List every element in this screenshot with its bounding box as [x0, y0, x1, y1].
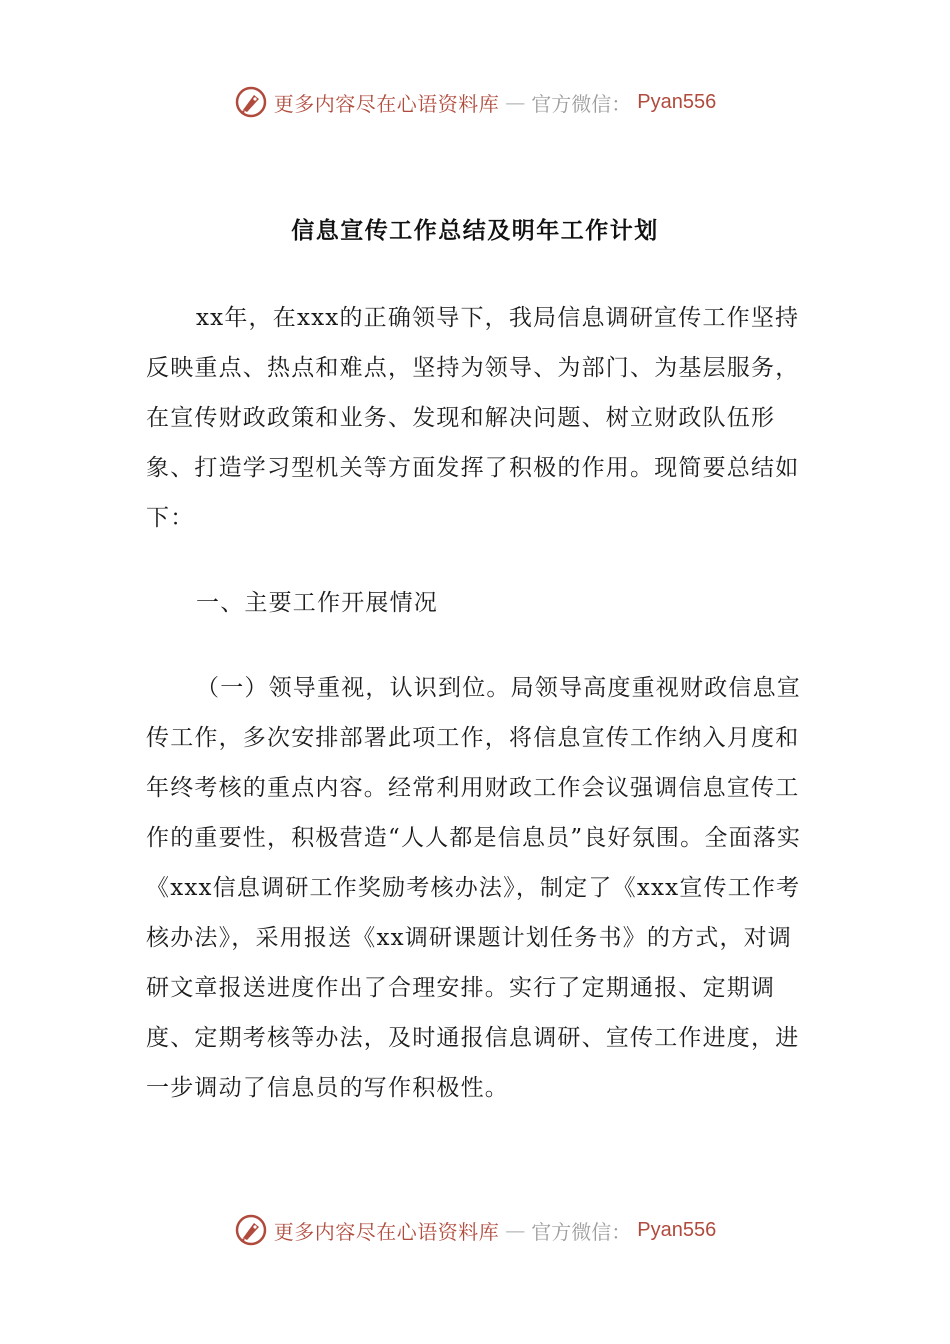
header-watermark — [0, 82, 950, 122]
watermark-wechat-label: 官方微信： — [531, 1219, 632, 1244]
subsection-one-paragraph: （一）领导重视，认识到位。局领导高度重视财政信息宣传工作，多次安排部署此项工作，将信息宣传工作纳入月度和年终考核的重点内容。经常利用财政工作会议强调信息宣传工作的重要性，积极营造“人人都是信息员”良好氛围。全面落实《xxx信息调研工作奖励考核办法》，制定了《xxx宣传工作考核办法》，采用报送《xx调研课题计划任务书》的方式，对调研文章报送进度作出了合理安排。实行了定期通报、定期调度、定期考核等办法，及时通报信息调研、宣传工作进度，进一步调动了信息员的写作积极性。 — [146, 675, 802, 1101]
watermark-separator: — — [505, 1218, 526, 1242]
watermark-separator: — — [505, 90, 526, 114]
pen-nib-circle-icon — [234, 85, 268, 119]
document-title: 信息宣传工作总结及明年工作计划 — [291, 218, 659, 244]
pen-nib-circle-icon — [234, 1213, 268, 1247]
watermark-brand-text: 更多内容尽在心语资料库 — [273, 1219, 500, 1244]
watermark-brand-text: 更多内容尽在心语资料库 — [273, 91, 500, 116]
watermark-wechat-id: Pyan556 — [637, 90, 717, 113]
watermark-wechat-id: Pyan556 — [637, 1218, 717, 1241]
intro-paragraph: xx年，在xxx的正确领导下，我局信息调研宣传工作坚持反映重点、热点和难点，坚持为领导、为部门、为基层服务，在宣传财政政策和业务、发现和解决问题、树立财政队伍形象、打造学习型机关等方面发挥了积极的作用。现简要总结如下： — [146, 305, 800, 531]
watermark-wechat-label: 官方微信： — [531, 91, 632, 116]
section-heading: 一、主要工作开展情况 — [196, 590, 438, 616]
footer-watermark — [0, 1210, 950, 1250]
